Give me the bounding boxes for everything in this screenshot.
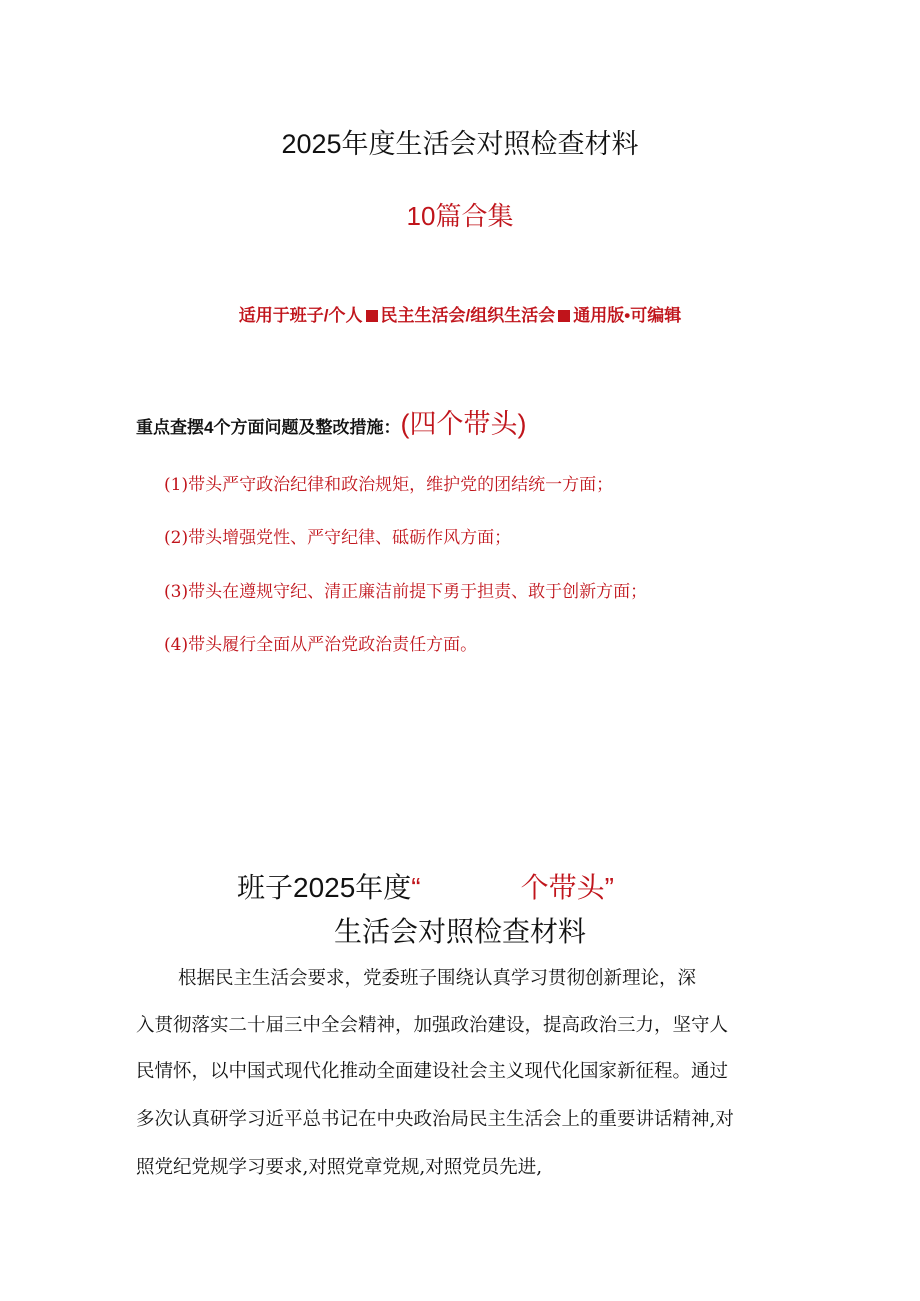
paragraph-line: 照党纪党规学习要求,对照党章党规,对照党员先进, bbox=[136, 1157, 543, 1178]
paragraph-line: 多次认真研学习近平总书记在中央政治局民主生活会上的重要讲话精神,对 bbox=[136, 1109, 734, 1130]
document-title: 2025年度生活会对照检查材料 bbox=[281, 129, 639, 159]
square-bullet-icon bbox=[558, 310, 570, 322]
section-title-black: 班子2025年度 bbox=[237, 872, 412, 903]
list-item: (4)带头履行全面从严治党政治责任方面。 bbox=[164, 635, 478, 655]
focus-highlight: (四个带头) bbox=[400, 409, 527, 439]
scope-line bbox=[0, 301, 920, 326]
square-bullet-icon bbox=[366, 310, 378, 322]
scope-part1: 适用于班子/个人 bbox=[238, 306, 363, 325]
scope-part2: 民主生活会/组织生活会 bbox=[380, 306, 556, 325]
section-title-red: 个带头” bbox=[520, 872, 614, 903]
section-quote-open: “ bbox=[411, 872, 421, 903]
section-title-line2: 生活会对照检查材料 bbox=[333, 916, 586, 947]
paragraph-line: 根据民主生活会要求，党委班子围绕认真学习贯彻创新理论，深 bbox=[178, 968, 697, 989]
section-title bbox=[237, 866, 614, 906]
document-subtitle: 10篇合集 bbox=[406, 201, 514, 231]
list-item: (3)带头在遵规守纪、清正廉洁前提下勇于担责、敢于创新方面； bbox=[164, 582, 648, 602]
list-item: (2)带头增强党性、严守纪律、砥砺作风方面； bbox=[164, 528, 512, 548]
paragraph-line: 民情怀，以中国式现代化推动全面建设社会主义现代化国家新征程。通过 bbox=[136, 1061, 729, 1082]
focus-label: 重点查摆4个方面问题及整改措施： bbox=[136, 418, 401, 437]
paragraph-line: 入贯彻落实二十届三中全会精神，加强政治建设，提高政治三力，坚守人 bbox=[136, 1015, 729, 1036]
focus-heading bbox=[136, 402, 526, 441]
list-item: (1)带头严守政治纪律和政治规矩，维护党的团结统一方面； bbox=[164, 475, 614, 495]
scope-part3: 通用版•可编辑 bbox=[573, 306, 682, 325]
